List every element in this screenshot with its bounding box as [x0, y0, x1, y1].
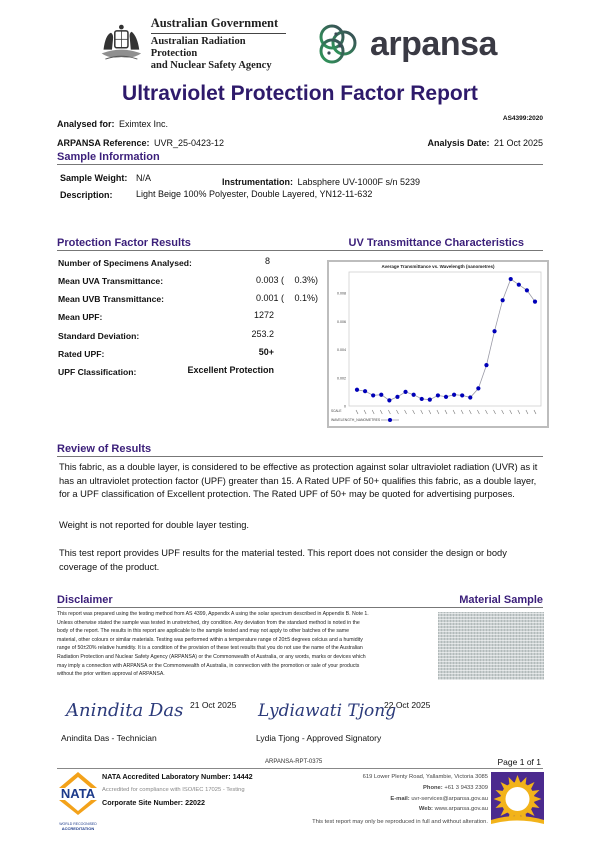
- section-divider: [57, 250, 543, 251]
- description-value: Light Beige 100% Polyester, Double Layered, YN12-11-632: [136, 189, 373, 199]
- arpansa-sun-logo: [491, 772, 544, 832]
- sample-information-heading: Sample Information: [57, 151, 160, 163]
- svg-text:0: 0: [344, 404, 346, 409]
- result-row: Standard Deviation: 253.2: [58, 329, 274, 341]
- arpansa-knot-icon: [314, 20, 362, 68]
- description-label: Description:: [60, 190, 113, 200]
- email-link[interactable]: uvr-services@arpansa.gov.au: [411, 796, 488, 802]
- australian-government-logo: [96, 18, 286, 70]
- sample-weight-value: N/A: [136, 173, 152, 183]
- reproduction-note: This test report may only be reproduced in full and without alteration.: [312, 819, 488, 825]
- nata-logo: NATA WORLD RECOGNISED ACCREDITATION: [55, 770, 101, 832]
- instrumentation-value: Labsphere UV-1000F s/n 5239: [297, 177, 421, 187]
- nata-lab-number: NATA Accredited Laboratory Number: 14442: [102, 772, 253, 781]
- svg-text:WAVELENGTH_NANOMETRES: WAVELENGTH_NANOMETRES: [331, 418, 381, 422]
- arpansa-wordmark: arpansa: [370, 24, 497, 63]
- technician-sign-date: 21 Oct 2025: [190, 700, 237, 710]
- report-title: Ultraviolet Protection Factor Report: [122, 82, 478, 105]
- svg-text:SCALE: SCALE: [331, 409, 342, 413]
- chart-plot: [329, 262, 547, 426]
- corporate-site-number: Corporate Site Number: 22022: [102, 798, 206, 807]
- email[interactable]: E-mail: uvr-services@arpansa.gov.au: [390, 796, 488, 802]
- upf-classification-value: Excellent Protection: [187, 365, 274, 375]
- arpansa-logo: [314, 18, 497, 70]
- sun-icon: [491, 772, 544, 832]
- protection-results-table: [58, 256, 320, 382]
- analysis-date: Analysis Date: 21 Oct 2025: [427, 138, 543, 148]
- section-divider: [57, 456, 543, 457]
- standard-code: AS4399:2020: [502, 115, 543, 122]
- result-row: Mean UPF: 1272: [58, 310, 274, 322]
- review-paragraph-1: This fabric, as a double layer, is considered to be effective as protection against solar ultraviolet radiation (UVR) as it has an ultraviolet protection factor (UPF) greater than 15. A Rated UPF of 50+ qualifies this fabric, as a double layer, for a UPF classification of Excellent protection. The Rated UPF of 50+ may be quoted for advertising purposes.: [59, 462, 538, 499]
- instrumentation: Instrumentation: Labsphere UV-1000F s/n 5239: [222, 177, 421, 187]
- svg-text:0.002: 0.002: [337, 376, 346, 381]
- review-heading: Review of Results: [57, 443, 152, 455]
- technician-name-role: Anindita Das - Technician: [61, 733, 157, 743]
- result-row: Mean UVA Transmittance: 0.003 ( 0.3%): [58, 275, 318, 286]
- signatory-signature: Lydiawati Tjong: [258, 701, 397, 721]
- client-name: Eximtex Inc.: [118, 119, 168, 129]
- analysis-date-value: 21 Oct 2025: [493, 138, 543, 148]
- signatory-name-role: Lydia Tjong - Approved Signatory: [256, 733, 382, 743]
- review-paragraph-3: This test report provides UPF results for the material tested. This report does not consider the design or body coverage of the product.: [59, 548, 507, 572]
- svg-text:0.006: 0.006: [337, 319, 346, 324]
- nata-diamond-icon: [55, 770, 101, 816]
- result-row: Number of Specimens Analysed: 8: [58, 256, 270, 268]
- result-row: Mean UVB Transmittance: 0.001 ( 0.1%): [58, 293, 318, 304]
- disclaimer-text: This report was prepared using the testing method from AS 4399, Appendix A using the solar spectrum described in Appendix B. Note 1. Unless otherwise stated the sample was tested in unstretched, dry condition. Any deviation from the standard method is noted in the body of the report. The results in this report are applicable to the sample tested and may not apply to other batches of the same material, other colours or similar materials. Testing was performed within a temperature range of 20±5 degrees celcius and a humidity range of 50±20% relative humidity. It is a condition of the provision of these test results that you do not use the name of the Australian Radiation Protection and Nuclear Safety Agency (ARPANSA) or the Commonwealth of Australia, or any words, marks or devices which may imply a connection with ARPANSA or the Commonwealth of Australia, in connection with the promotion or sale of your products without the prior written approval of ARPANSA.: [57, 611, 369, 678]
- uv-transmittance-chart: [327, 260, 549, 428]
- nata-compliance: Accredited for compliance with ISO/IEC 17025 - Testing: [102, 787, 245, 793]
- chart-title: Average Transmittance vs. Wavelength (nanometres): [381, 264, 495, 269]
- agency-line-3: and Nuclear Safety Agency: [150, 60, 272, 71]
- agency-line-2: Australian Radiation Protection: [150, 36, 246, 59]
- sample-weight-label: Sample Weight:: [60, 173, 128, 183]
- result-row: Rated UPF: 50+: [58, 347, 274, 359]
- website-link[interactable]: www.arpansa.gov.au: [434, 806, 488, 812]
- footer-divider: [57, 768, 543, 769]
- coat-of-arms-icon: [96, 20, 147, 68]
- result-row: UPF Classification: Excellent Protection: [58, 365, 274, 377]
- svg-text:0.004: 0.004: [337, 348, 346, 353]
- reference-value: UVR_25-0423-12: [153, 138, 225, 148]
- svg-text:NATA: NATA: [60, 786, 96, 801]
- section-divider: [57, 607, 543, 608]
- analysed-for: Analysed for: Eximtex Inc.: [57, 119, 168, 129]
- svg-text:0.008: 0.008: [337, 291, 346, 296]
- technician-signature: Anindita Das: [66, 700, 184, 721]
- phone: Phone: +61 3 9433 2309: [423, 785, 488, 791]
- section-divider: [57, 164, 543, 165]
- website[interactable]: Web: www.arpansa.gov.au: [418, 806, 488, 812]
- address: 619 Lower Plenty Road, Yallambie, Victoria 3085: [362, 774, 488, 780]
- disclaimer-heading: Disclaimer: [57, 594, 113, 606]
- signatory-sign-date: 22 Oct 2025: [384, 700, 431, 710]
- document-id: ARPANSA-RPT-0375: [265, 759, 323, 765]
- rated-upf-value: 50+: [258, 347, 274, 357]
- page-number: Page 1 of 1: [497, 757, 541, 767]
- material-sample-heading: Material Sample: [459, 594, 543, 606]
- gov-line-1: Australian Government: [151, 16, 286, 34]
- review-paragraph-2: Weight is not reported for double layer testing.: [59, 520, 250, 530]
- uv-transmittance-heading: UV Transmittance Characteristics: [348, 237, 524, 249]
- protection-factor-heading: Protection Factor Results: [57, 237, 191, 249]
- arpansa-reference: ARPANSA Reference: UVR_25-0423-12: [57, 138, 225, 148]
- material-sample-image: [438, 612, 544, 680]
